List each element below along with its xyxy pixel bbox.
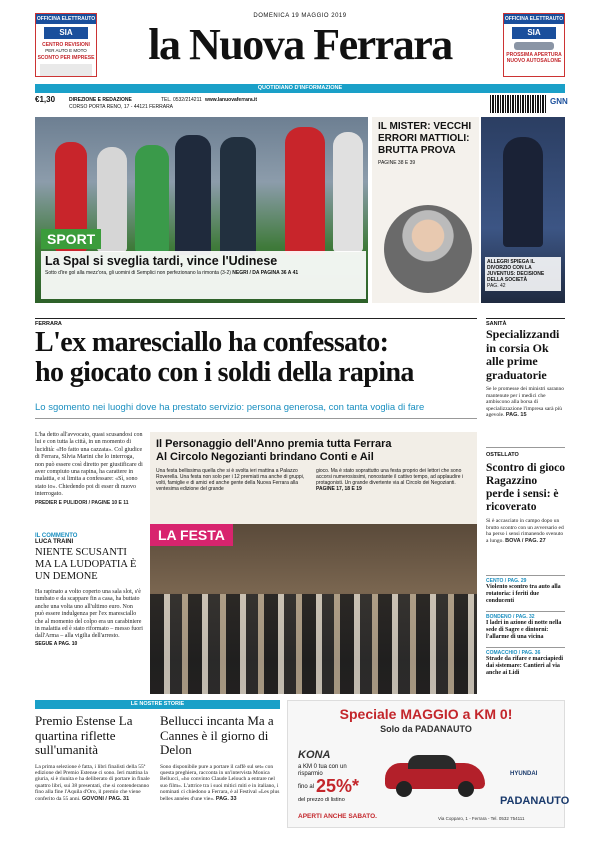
brief-text: I ladri in azione di notte nella sede di Sagre e dintorni: l'allarme di una vicina (486, 620, 562, 640)
story-bellucci[interactable] (160, 714, 280, 802)
commento-ref: SEGUE A PAG. 10 (35, 640, 78, 647)
left-ad-line1: OFFICINA ELETTRAUTO (36, 16, 96, 22)
price: €1,30 (35, 95, 56, 104)
ad-offer: a KM 0 tua con un risparmio (298, 764, 347, 777)
nostre-storie-label: LE NOSTRE STORIE (130, 701, 185, 707)
quotidiano-label: QUOTIDIANO D'INFORMAZIONE (257, 85, 343, 91)
sport-sub: Sotto d'ire gol alla mezz'ora, gli uomini di Semplici non perfezionano la rimonta (3-2) (45, 270, 231, 276)
left-ad-bar (40, 64, 92, 76)
ostellato-ref: BOVA / PAG. 27 (505, 537, 546, 544)
right-ad-line1: OFFICINA ELETTRAUTO (504, 16, 564, 22)
website[interactable]: www.lanuovaferrara.it (205, 97, 258, 103)
bellucci-headline: Bellucci incanta Ma a Cannes è il giorno di Delon (160, 713, 274, 757)
left-header-ad[interactable] (35, 13, 97, 77)
brief-page: PAG. 36 (521, 650, 541, 656)
commento-kicker: IL COMMENTO (35, 533, 78, 539)
player-figure (97, 147, 127, 252)
brief-kicker: CENTO (486, 578, 504, 584)
sanita-ref: PAG. 15 (505, 412, 527, 419)
allegri-photo[interactable] (481, 117, 565, 303)
sport-sub-line (41, 268, 366, 278)
sanita-headline: Specializzandi in corsia Ok alle prime graduatorie (486, 327, 560, 382)
car-image (380, 749, 490, 799)
sport-headline[interactable]: La Spal si sveglia tardi, vince l'Udinese (45, 254, 278, 268)
divider (486, 318, 565, 319)
commento-block (35, 533, 143, 647)
personaggio-col2 (316, 468, 471, 492)
story-estense[interactable] (35, 714, 153, 802)
player-figure (220, 137, 256, 255)
estense-ref: GOVONI / PAG. 31 (81, 795, 130, 802)
ad-model: KONA (298, 749, 331, 761)
right-ad-line2: PROSSIMA APERTURA (506, 52, 562, 58)
phone: TEL. 0532/214211 (161, 97, 202, 103)
brief-page: PAG. 29 (507, 578, 527, 584)
ad-title: Speciale MAGGIO a KM 0! (339, 706, 513, 722)
brief-item[interactable] (486, 575, 565, 605)
info-row (35, 95, 568, 115)
personaggio-ref: PAGINE 17, 18 E 19 (316, 486, 362, 492)
ad-hyundai: HYUNDAI (510, 771, 538, 777)
ad-brand: PADANAUTO (500, 795, 570, 807)
allegri-ref: PAG. 42 (487, 283, 506, 289)
left-ad-line2: CENTRO REVISIONI (42, 42, 90, 48)
lead-body-block (35, 432, 143, 507)
mister-ref: PAGINE 38 E 39 (378, 160, 416, 166)
ostellato-headline: Scontro di gioco Ragazzino perde i sensi: è ricoverato (486, 462, 566, 513)
brief-text: Strade da rifare e marciapiedi dai sistemare: Cantieri al via anche ai Lidi (486, 656, 564, 676)
left-ad-line3: PER AUTO E MOTO (45, 48, 87, 53)
right-ad-logo: SIA (512, 27, 556, 39)
briefs-list (486, 575, 565, 677)
bellucci-body-block (160, 764, 280, 802)
commento-headline[interactable]: NIENTE SCUSANTI MA LA LUDOPATIA È UN DEMONE (35, 547, 137, 582)
sanita-body-block (486, 386, 565, 419)
sanita-block[interactable] (486, 321, 565, 419)
car-window-shape (408, 755, 456, 769)
direzione-label: DIREZIONE E REDAZIONE (69, 97, 132, 103)
commento-author: LUCA TRAINI (35, 539, 74, 545)
gnn-logo: GNN (550, 97, 568, 106)
festa-photo (150, 524, 477, 694)
estense-headline: Premio Estense La quartina riflette sull'umanità (35, 713, 133, 757)
ostellato-block[interactable] (486, 452, 565, 544)
allegri-figure (503, 137, 543, 247)
player-figure (333, 132, 363, 252)
bellucci-body: Sono disponibile pure a portare il caffè sul set» con questa preghiera, racconta in un'intervista Monica Bellucci, «ho convinto Claude Lelouch a entrare nel suo film». L'attrice tra i suoi mitici miti e in italiano, i nominati ci chiedono a Ferrara, è al Festival «Les plus belles années d'une vie». (160, 763, 280, 802)
right-ad-line3: NUOVO AUTOSALONE (506, 58, 562, 64)
brief-kicker-line: COMACCHIO / PAG. 36 (486, 650, 541, 656)
allegri-caption-box (485, 257, 561, 291)
brief-kicker: BONDENO (486, 614, 512, 620)
allegri-caption: ALLEGRI SPIEGA IL DIVORZIO CON LA JUVENTUS: DECISIONE DELLA SOCIETÀ (487, 259, 545, 283)
estense-body: La prima selezione è fatta, i libri finalisti della 55ª edizione del Premio Estense ci sono. Ieri mattina la giuria, si è riunita e ha deliberato di portare in finale quattro libri, sui 38 presentati, che si contenderanno fino alla fine l'Aquila d'Oro, il premio che viene conferito da 55 anni. (35, 763, 150, 802)
date-line: DOMENICA 19 MAGGIO 2019 (253, 13, 347, 19)
mister-headline: IL MISTER: VECCHI ERRORI MATTIOLI: BRUTTA PROVA (378, 121, 472, 156)
mister-box[interactable] (372, 117, 479, 303)
ad-open: APERTI ANCHE SABATO. (298, 813, 377, 820)
padanauto-ad[interactable] (287, 700, 570, 828)
car-wheel-shape (458, 781, 474, 797)
personaggio-headline-2: Al Circolo Negozianti brindano Conti e Ail (156, 451, 374, 463)
right-header-ad[interactable] (503, 13, 565, 77)
ad-fino: fino al (298, 784, 315, 790)
personaggio-headline-1: Il Personaggio dell'Anno premia tutta Ferrara (156, 438, 392, 450)
lead-sub: Lo sgomento nei luoghi dove ha prestato servizio: persona generosa, con tanta voglia di fare (35, 402, 425, 413)
personaggio-col2-text: gioco. Ma è stato soprattutto una festa proprio dei lettori che sono accorsi numerosissimi, nonostante il cattivo tempo, ad applaudire i protagonisti. Un grande divertente via al Circolo dei Negozianti. (316, 468, 464, 486)
nostre-storie-bar (35, 700, 280, 709)
lead-ref: PREDIER E PULIDORI / PAGINE 10 E 11 (35, 499, 129, 506)
estense-body-block (35, 764, 153, 802)
lead-body: L'ha detto all'avvocato, quasi scusandosi con lui e con tutta la città, in un momento di lucidità: «Ho fatto una cazzata». Col giudice di Ferrara, Silvia Marini che lo interroga, non può essere così diretto per giustificare di aver compiuto una rapina, ha carattere in malattia, e si limita a confessare: «Sì, sono stato io». Chiedendo poi di esser di nuovo interrogato. (35, 432, 143, 498)
address: CORSO PORTA RENO, 17 - 44121 FERRARA (69, 104, 174, 110)
car-wheel-shape (396, 781, 412, 797)
player-figure (135, 145, 169, 253)
lead-headline-1[interactable]: L'ex maresciallo ha confessato: (35, 327, 389, 358)
commento-body: Ha rapinato a volto coperto una sala slot, s'è tumbato e da scappare fin a casa, ha buttato anche una volta uno all'ultimo euro. Non può essere indulgenza per l'ex maresciallo che al momento del colpo era un carabiniere in malattia ed è stato riformato – messo fuori dall'Arma – alla vigilia dell'arresto. (35, 589, 143, 640)
ad-listino: del prezzo di listino (298, 797, 345, 803)
divider (35, 418, 477, 419)
sanita-body: Se le promesse dei ministri saranno mantenute per i medici che ambiscono alla borsa di specializzazione l'impresa sarà più agevole. (486, 386, 565, 419)
brief-item[interactable] (486, 647, 565, 677)
personaggio-col1: Una festa bellissima quella che si è svolta ieri mattina a Palazzo Roverella. Una festa non solo per i 12 premiati ma anche di gruppi, volti, famiglie e di amici ed anche gente della Nuova Ferrara alla ventesima edizione del grande (156, 468, 305, 492)
festa-tag: LA FESTA (150, 524, 233, 546)
lead-kicker: FERRARA (35, 321, 62, 327)
brief-kicker-line: BONDENO / PAG. 32 (486, 614, 535, 620)
bellucci-ref: PAG. 33 (215, 795, 237, 802)
player-figure (285, 127, 325, 255)
divider (35, 318, 477, 319)
personaggio-block[interactable] (150, 432, 477, 694)
brief-kicker: COMACCHIO (486, 650, 518, 656)
lead-headline-2[interactable]: ho giocato con i soldi della rapina (35, 357, 414, 388)
sport-tag: SPORT (41, 229, 101, 249)
mister-portrait (384, 205, 472, 293)
left-ad-line4: SCONTO PER IMPRESE (37, 55, 95, 61)
ostellato-body-block (486, 518, 565, 544)
ostellato-body: Si è accasciato in campo dopo un brutto scontro con un avversario ed ha perso i sensi rimanendo svenuto a lungo. (486, 518, 564, 544)
brief-text: Violento scontro tra auto alla rotatoria: i feriti due conducenti (486, 584, 561, 604)
ad-address: Via Copparo, 1 - Ferrara - Tel. 0532 754111 (438, 816, 525, 821)
left-ad-logo: SIA (44, 27, 88, 39)
quotidiano-strip (35, 84, 565, 93)
brief-page: PAG. 32 (515, 614, 535, 620)
sport-caption-box (41, 251, 366, 299)
player-figure (175, 135, 211, 255)
brief-item[interactable] (486, 611, 565, 641)
barcode (490, 95, 546, 113)
divider (486, 447, 565, 448)
ad-sub: Solo da PADANAUTO (380, 724, 472, 734)
masthead: la Nuova Ferrara (148, 20, 452, 69)
brief-kicker-line: CENTO / PAG. 29 (486, 578, 527, 584)
ad-percent: 25%* (316, 776, 360, 796)
ostellato-kicker: OSTELLATO (486, 452, 519, 458)
crowd-shape (150, 594, 477, 694)
right-ad-car-image (514, 42, 554, 50)
sanita-kicker: SANITÀ (486, 321, 507, 327)
sport-ref: NEGRI / DA PAGINA 36 A 41 (232, 270, 299, 276)
sport-photo[interactable] (35, 117, 368, 303)
